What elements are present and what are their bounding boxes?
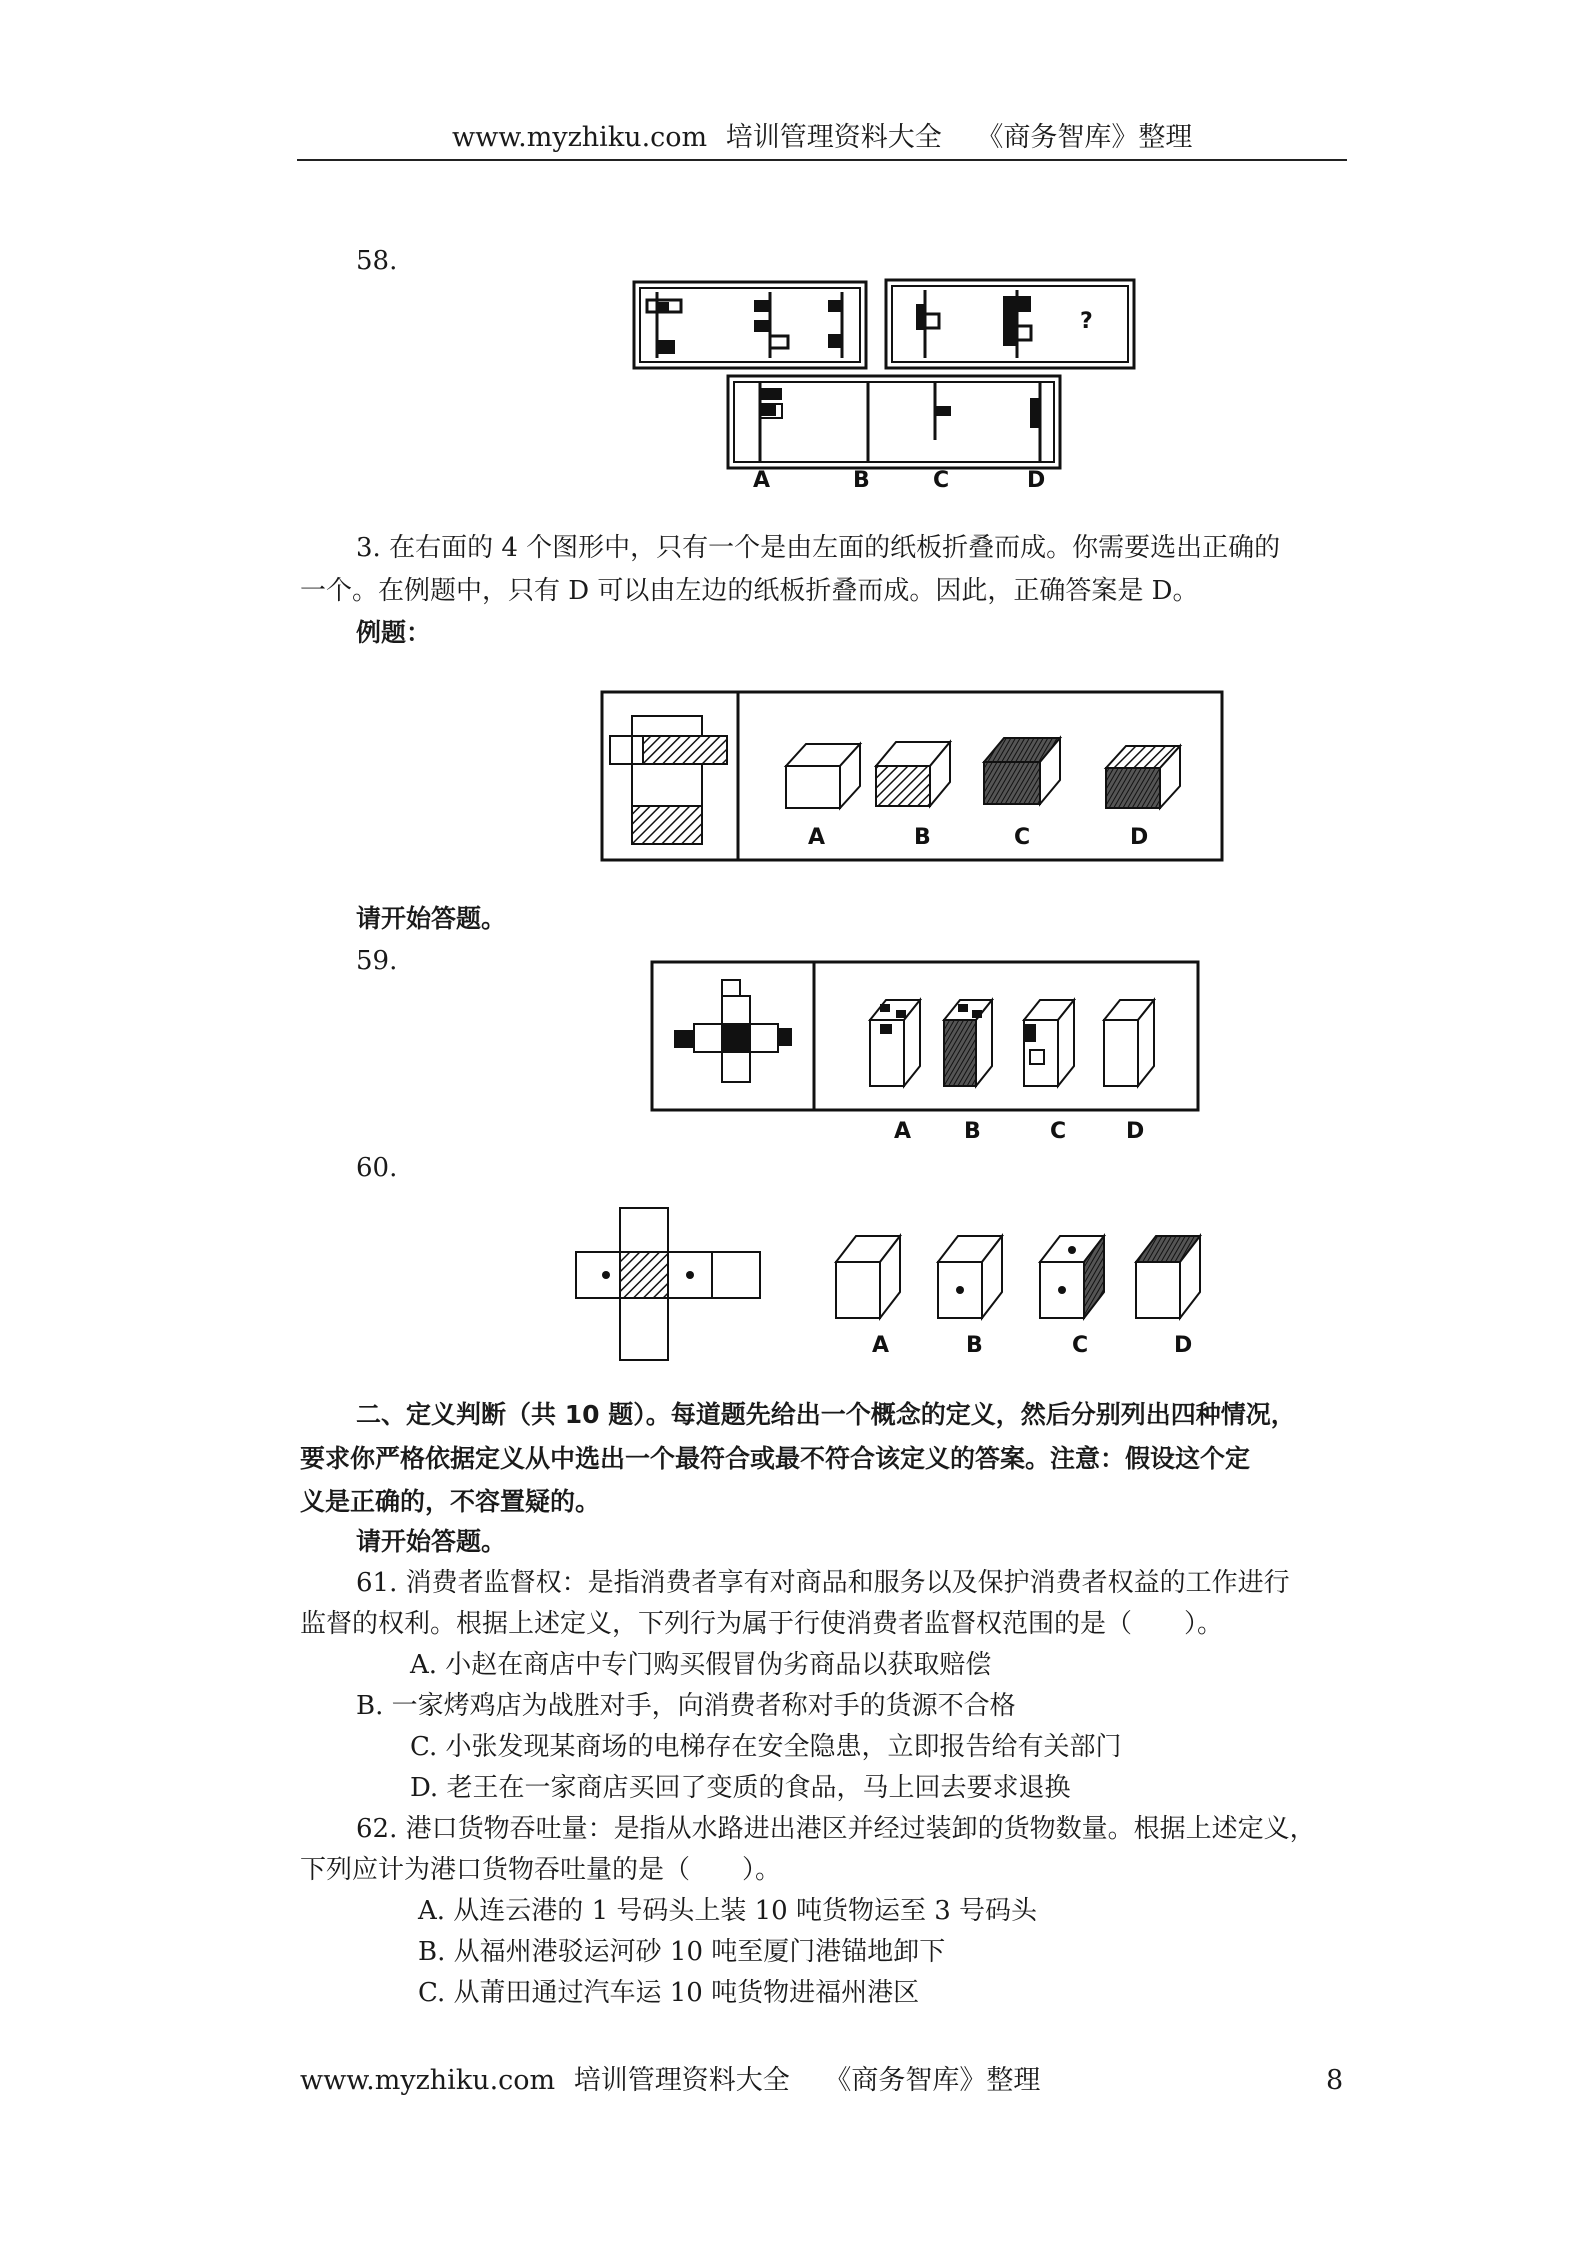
header-collection: 培训管理资料大全 — [725, 122, 942, 153]
q58-option-d-label: D — [1027, 468, 1046, 493]
q62-option-a: A. 从连云港的 1 号码头上装 10 吨货物运至 3 号码头 — [418, 1896, 1038, 1926]
q62-option-c: C. 从莆田通过汽车运 10 吨货物进福州港区 — [418, 1978, 920, 2008]
section3-instruction-line1: 3. 在右面的 4 个图形中，只有一个是由左面的纸板折叠而成。你需要选出正确的 — [356, 533, 1281, 563]
q61-option-c: C. 小张发现某商场的电梯存在安全隐患，立即报告给有关部门 — [410, 1732, 1122, 1762]
q61-option-a: A. 小赵在商店中专门购买假冒伪劣商品以获取赔偿 — [410, 1650, 992, 1680]
q58-option-a-label: A — [753, 468, 771, 493]
header-compiler: 《商务智库》整理 — [976, 122, 1193, 153]
section2-intro-line1: 二、定义判断（共 10 题）。每道题先给出一个概念的定义，然后分别列出四种情况， — [356, 1400, 1296, 1429]
q58-option-c-label: C — [933, 468, 950, 493]
q59-option-a-label: A — [894, 1119, 912, 1144]
q62-option-b: B. 从福州港驳运河砂 10 吨至厦门港锚地卸下 — [418, 1937, 946, 1967]
example-option-b-label: B — [914, 825, 931, 850]
page-footer — [300, 2066, 1040, 2096]
page-number: 8 — [1326, 2065, 1344, 2096]
q60-number: 60. — [356, 1153, 398, 1183]
footer-site: www.myzhiku.com — [300, 2065, 556, 2096]
q59-option-c-label: C — [1050, 1119, 1067, 1144]
footer-collection: 培训管理资料大全 — [573, 2065, 790, 2096]
q60-option-d-label: D — [1174, 1333, 1193, 1358]
q60-option-c-label: C — [1072, 1333, 1089, 1358]
section3-instruction-line2: 一个。在例题中，只有 D 可以由左边的纸板折叠而成。因此，正确答案是 D。 — [300, 576, 1199, 606]
example-option-c-label: C — [1014, 825, 1031, 850]
q60-option-a-label: A — [872, 1333, 890, 1358]
section2-intro-line2: 要求你严格依据定义从中选出一个最符合或最不符合该定义的答案。注意：假设这个定 — [300, 1444, 1251, 1473]
example-option-a-label: A — [808, 825, 826, 850]
q62-stem-line2: 下列应计为港口货物吞吐量的是（ ）。 — [300, 1855, 782, 1885]
example-label: 例题： — [356, 618, 432, 647]
q61-option-b: B. 一家烤鸡店为战胜对手，向消费者称对手的货源不合格 — [356, 1691, 1016, 1721]
section2-start-prompt: 请开始答题。 — [356, 1527, 507, 1556]
example-option-d-label: D — [1130, 825, 1149, 850]
q58-question-mark: ? — [1080, 309, 1093, 334]
q61-stem-line1: 61. 消费者监督权：是指消费者享有对商品和服务以及保护消费者权益的工作进行 — [356, 1568, 1290, 1598]
section3-start-prompt: 请开始答题。 — [356, 904, 507, 933]
q61-stem-line2: 监督的权利。根据上述定义，下列行为属于行使消费者监督权范围的是（ ）。 — [300, 1609, 1224, 1639]
q58-option-b-label: B — [853, 468, 870, 493]
header-site: www.myzhiku.com — [452, 122, 708, 153]
q59-option-d-label: D — [1126, 1119, 1145, 1144]
q60-option-b-label: B — [966, 1333, 983, 1358]
section2-intro-line3: 义是正确的，不容置疑的。 — [300, 1487, 601, 1516]
q61-option-d: D. 老王在一家商店买回了变质的食品，马上回去要求退换 — [410, 1773, 1071, 1803]
q58-number: 58. — [356, 246, 398, 276]
q59-number: 59. — [356, 946, 398, 976]
q62-stem-line1: 62. 港口货物吞吐量：是指从水路进出港区并经过装卸的货物数量。根据上述定义， — [356, 1814, 1316, 1844]
q59-option-b-label: B — [964, 1119, 981, 1144]
footer-compiler: 《商务智库》整理 — [824, 2065, 1041, 2096]
